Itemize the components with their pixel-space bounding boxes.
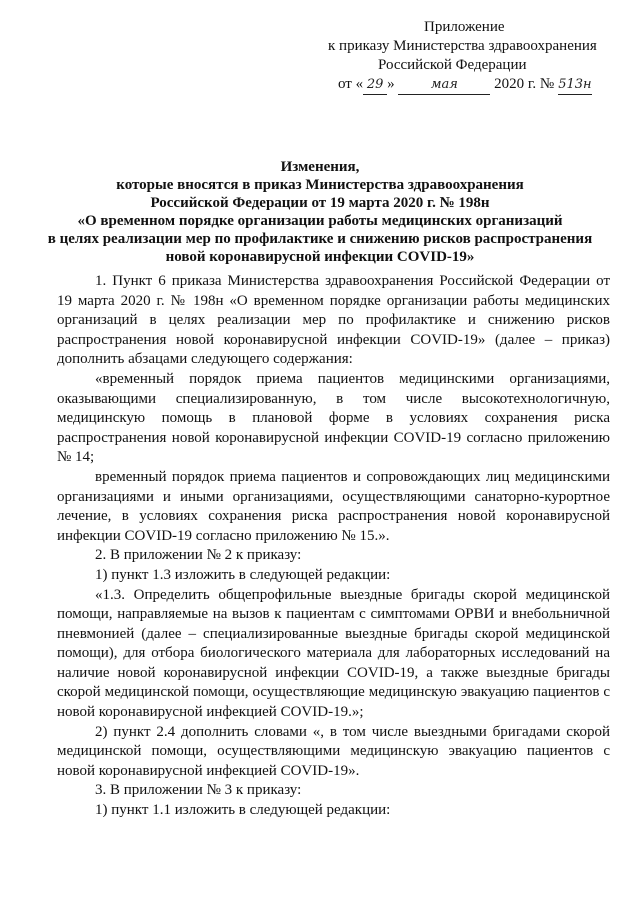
date-month-handwritten: мая [398, 75, 490, 95]
paragraph: 1. Пункт 6 приказа Министерства здравоохранения Российской Федерации от 19 марта 2020 г. № 198н «О временном порядке организации работы медицинских организаций в целях реализации мер по профилактике и снижению рисков распространения новой коронавирусной инфекции COVID-19» (далее – приказ) дополнить абзацами следующего содержания: [57, 273, 610, 368]
title-line-3: Российской Федерации от 19 марта 2020 г. № 198н [150, 195, 490, 211]
header-line-2: к приказу Министерства здравоохранения [328, 38, 597, 54]
paragraph: «временный порядок приема пациентов медицинскими организациями, оказывающими специализированную, в том числе высокотехнологичную, медицинскую помощь в плановой форме в условиях сохранения риска распространения новой коронавирусной инфекции COVID-19 согласно приложению № 14; [57, 370, 610, 466]
title-line-5: в целях реализации мер по профилактике и снижению рисков распространения [47, 231, 593, 247]
paragraph: 2) пункт 2.4 дополнить словами «, в том числе выездными бригадами скорой медицинской помощи, осуществляющими медицинскую эвакуацию пациентов с новой коронавирусной инфекцией COVID-19». [57, 723, 610, 779]
document-body [57, 272, 610, 821]
header-line-1: Приложение [424, 19, 505, 35]
title-line-4: «О временном порядке организации работы медицинских организаций [77, 213, 563, 229]
appendix-header [300, 18, 620, 95]
title-line-2: которые вносятся в приказ Министерства здравоохранения [116, 177, 524, 193]
date-prefix: от « [338, 76, 364, 92]
date-day-handwritten: 29 [363, 75, 387, 95]
date-mid: » [387, 76, 399, 92]
paragraph: 3. В приложении № 3 к приказу: [95, 782, 302, 799]
paragraph: 2. В приложении № 2 к приказу: [95, 547, 302, 564]
title-line-6: новой коронавирусной инфекции COVID-19» [165, 249, 475, 265]
header-line-3: Российской Федерации [378, 57, 527, 73]
paragraph: «1.3. Определить общепрофильные выездные бригады скорой медицинской помощи, направляемые на вызов к пациентам с симптомами ОРВИ и внебольничной пневмонией (далее – специализированные выездные бригады скорой медицинской помощи), для отбора биологического материала для лабораторных исследований на наличие новой коронавирусной инфекции COVID-19, а также выездные бригады скорой медицинской помощи, осуществляющие медицинскую эвакуацию пациентов с новой коронавирусной инфекцией COVID-19.»; [57, 586, 610, 721]
paragraph: 1) пункт 1.3 изложить в следующей редакции: [95, 566, 391, 583]
header-date-line [300, 75, 620, 95]
date-year: 2020 г. № [490, 76, 558, 92]
title-line-1: Изменения, [280, 159, 360, 175]
document-title [30, 158, 610, 266]
paragraph: 1) пункт 1.1 изложить в следующей редакции: [95, 802, 391, 819]
paragraph: временный порядок приема пациентов и сопровождающих лиц медицинскими организациями и иными организациями, осуществляющими санаторно-курортное лечение, в условиях сохранения риска распространения новой коронавирусной инфекции COVID-19 согласно приложению № 15.». [57, 468, 610, 544]
order-number-handwritten: 513н [558, 75, 592, 95]
